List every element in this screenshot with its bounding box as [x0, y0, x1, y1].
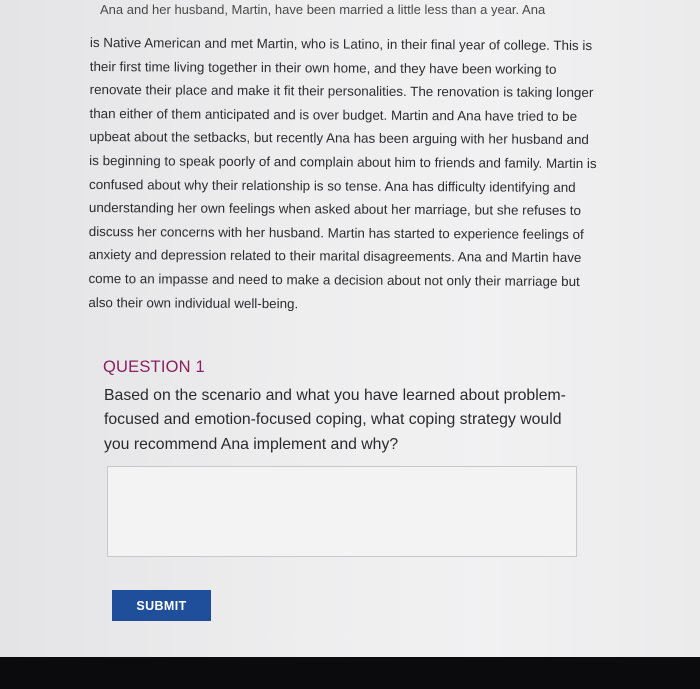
scenario-cut-off-line: Ana and her husband, Martin, have been married a little less than a year. Ana [100, 4, 546, 16]
answer-textarea[interactable] [107, 466, 577, 557]
question-text: Based on the scenario and what you have learned about problem-focused and emotion-focused coping, what coping strategy would you recommend Ana implement and why? [104, 387, 566, 453]
scenario-paragraph: is Native American and met Martin, who is Latino, in their final year of college. This is their first time living together in their own home, and they have been working to renovate their place and make it fit their personalities. The renovation is taking longer than either of them anticipated and is over budget. Martin and Ana have tried to be upbeat about the setbacks, but recently Ana has been arguing with her husband and is beginning to speak poorly of and complain about him to friends and family. Martin is confused about why their relationship is so tense. Ana has difficulty identifying and understanding her own feelings when asked about her marriage, but she refuses to discuss her concerns with her husband. Martin has started to experience feelings of anxiety and depression related to their marital disagreements. Ana and Martin have come to an impasse and need to make a decision about not only their marriage but also their own individual well-being. [88, 34, 597, 311]
screen-bottom-bezel [0, 657, 700, 689]
question-title: QUESTION 1 [103, 358, 205, 376]
submit-button[interactable]: SUBMIT [112, 590, 211, 621]
